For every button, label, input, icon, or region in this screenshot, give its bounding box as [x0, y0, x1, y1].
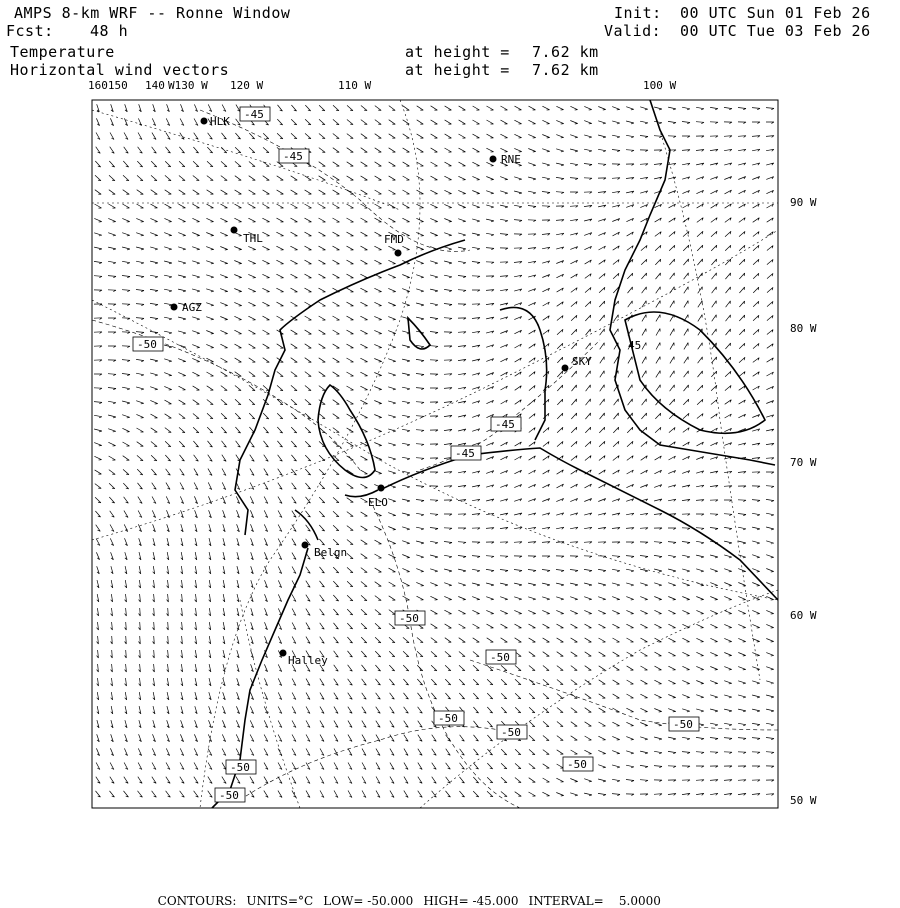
height-value-1: 7.62 km — [532, 43, 599, 61]
contour-label — [628, 339, 641, 352]
svg-text:45: 45 — [628, 339, 642, 352]
valid-value: 00 UTC Tue 03 Feb 26 — [680, 22, 871, 40]
svg-text:-50: -50 — [438, 712, 458, 725]
station-label: FMD — [384, 233, 404, 246]
svg-text:-50: -50 — [490, 651, 510, 664]
temperature-contours — [92, 110, 778, 808]
height-label-2: at height = — [405, 61, 510, 79]
station-label: RNE — [501, 153, 521, 166]
contour-label — [226, 760, 256, 774]
footer-contours: CONTOURS: — [157, 894, 237, 908]
coastline — [212, 100, 778, 808]
top-axis-label: W130 W — [168, 79, 208, 92]
svg-text:-50: -50 — [230, 761, 250, 774]
station-label: Belgn — [314, 546, 348, 559]
height-value-2: 7.62 km — [532, 61, 599, 79]
top-axis-label: 140 — [145, 79, 165, 92]
init-label: Init: — [614, 4, 662, 22]
svg-text:-45: -45 — [495, 418, 515, 431]
contour-info-footer — [150, 880, 671, 908]
contour-label — [669, 717, 699, 731]
svg-text:-45: -45 — [455, 447, 475, 460]
field-temperature: Temperature — [10, 43, 115, 61]
svg-text:-50: -50 — [219, 789, 239, 802]
station-sky — [562, 355, 593, 372]
field-wind-vectors: Horizontal wind vectors — [10, 61, 230, 79]
footer-interval: INTERVAL= 5.0000 — [528, 894, 661, 908]
contour-label — [434, 711, 464, 725]
contour-label — [451, 446, 481, 460]
top-axis-label: 100 W — [643, 79, 677, 92]
top-axis-label: 110 W — [338, 79, 372, 92]
right-axis-label: 50 W — [790, 794, 817, 807]
station-agz — [171, 301, 203, 314]
right-axis-label: 90 W — [790, 196, 817, 209]
right-axis-label: 70 W — [790, 456, 817, 469]
forecast-label: Fcst: — [6, 22, 54, 40]
map-title: AMPS 8-km WRF -- Ronne Window — [14, 4, 291, 22]
station-markers — [171, 115, 593, 667]
station-hlk — [201, 115, 231, 128]
contour-label — [486, 650, 516, 664]
station-thl — [231, 227, 264, 246]
contour-label — [215, 788, 245, 802]
wind-vector-field — [94, 104, 774, 797]
station-label: ELO — [368, 496, 388, 509]
svg-text:-50: -50 — [673, 718, 693, 731]
contour-labels — [133, 107, 699, 802]
station-label: HLK — [210, 115, 230, 128]
station-label: SKY — [572, 355, 592, 368]
contour-label — [497, 725, 527, 739]
footer-high: HIGH= -45.000 — [423, 894, 519, 908]
contour-label — [240, 107, 270, 121]
contour-label — [279, 149, 309, 163]
station-fmd — [384, 233, 404, 257]
top-axis-label: 120 W — [230, 79, 264, 92]
right-axis-label: 80 W — [790, 322, 817, 335]
svg-text:-45: -45 — [244, 108, 264, 121]
station-rne — [490, 153, 521, 166]
svg-text:-45: -45 — [283, 150, 303, 163]
station-label: AGZ — [182, 301, 202, 314]
contour-label — [563, 757, 593, 771]
station-label: Halley — [288, 654, 328, 667]
station-label: THL — [243, 232, 263, 245]
footer-low: LOW= -50.000 — [323, 894, 414, 908]
contour-label — [395, 611, 425, 625]
svg-text:-50: -50 — [567, 758, 587, 771]
wind-vectors-path — [94, 104, 774, 797]
svg-text:-50: -50 — [399, 612, 419, 625]
height-label-1: at height = — [405, 43, 510, 61]
top-axis-label: 160150 — [88, 79, 128, 92]
contour-label — [491, 417, 521, 431]
contour-label — [133, 337, 163, 351]
right-axis-label: 60 W — [790, 609, 817, 622]
svg-text:-50: -50 — [501, 726, 521, 739]
footer-units: UNITS=°C — [246, 894, 314, 908]
svg-text:-50: -50 — [137, 338, 157, 351]
forecast-value: 48 h — [90, 22, 129, 40]
init-value: 00 UTC Sun 01 Feb 26 — [680, 4, 871, 22]
valid-label: Valid: — [604, 22, 662, 40]
